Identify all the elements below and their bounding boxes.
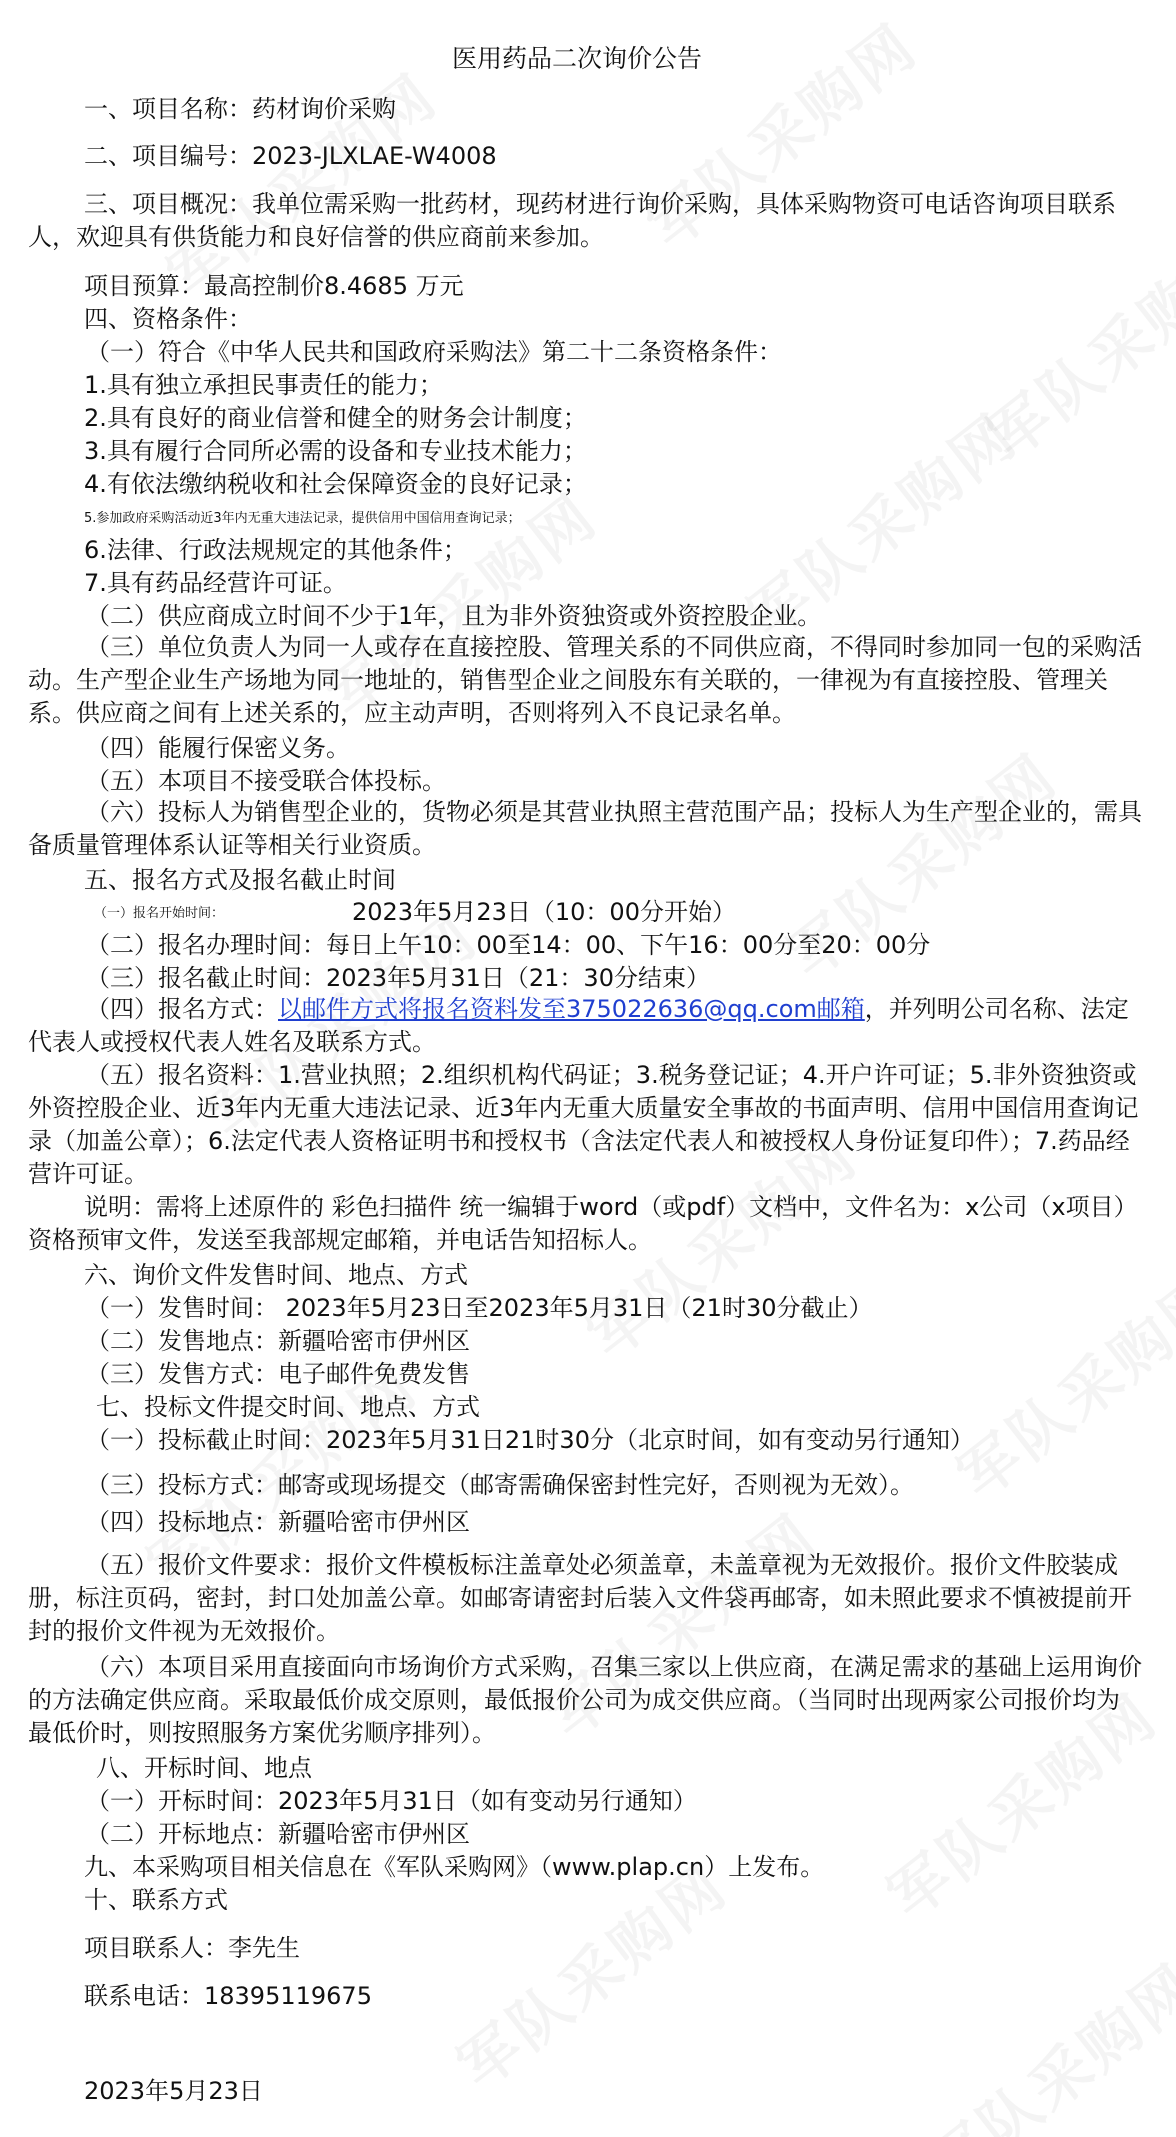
qualification-sub3: （三）单位负责人为同一人或存在直接控股、管理关系的不同供应商，不得同时参加同一包的采购活动。生产型企业生产场地为同一地址的，销售型企业之间股东有关联的，一律视为有直接控股、管理关系。供应商之间有上述关系的，应主动声明，否则将列入不良记录名单。 <box>28 633 1142 727</box>
sale-heading: 六、询价文件发售时间、地点、方式 <box>84 1261 468 1289</box>
registration-materials: （五）报名资料：1.营业执照；2.组织机构代码证；3.税务登记证；4.开户许可证；5.非外资独资或外资控股企业、近3年内无重大违法记录、近3年内无重大质量安全事故的书面声明、信用中国信用查询记录（加盖公章）；6.法定代表人资格证明书和授权书（含法定代表人和被授权人身份证复印件）；7.药品经营许可证。 <box>28 1061 1139 1188</box>
watermark <box>907 1941 1176 2137</box>
publish-notice: 九、本采购项目相关信息在《军队采购网》（www.plap.cn）上发布。 <box>84 1853 825 1881</box>
registration-heading: 五、报名方式及报名截止时间 <box>84 866 396 894</box>
qualification-item: 3.具有履行合同所必需的设备和专业技术能力； <box>84 437 587 465</box>
registration-deadline: （三）报名截止时间：2023年5月31日（21：30分结束） <box>86 964 710 992</box>
bid-requirement: （五）报价文件要求：报价文件模板标注盖章处必须盖章，未盖章视为无效报价。报价文件胶装成册，标注页码，密封，封口处加盖公章。如邮寄请密封后装入文件袋再邮寄，如未照此要求不慎被提前开封的报价文件视为无效报价。 <box>28 1551 1132 1645</box>
opening-place: （二）开标地点：新疆哈密市伊州区 <box>86 1820 470 1848</box>
watermark <box>937 1251 1176 1516</box>
opening-time: （一）开标时间：2023年5月31日（如有变动另行通知） <box>86 1787 697 1815</box>
bid-rule: （六）本项目采用直接面向市场询价方式采购，召集三家以上供应商，在满足需求的基础上运用询价的方法确定供应商。采取最低价成交原则，最低报价公司为成交供应商。（当同时出现两家公司报价均为最低价时，则按照服务方案优劣顺序排列）。 <box>28 1653 1142 1747</box>
project-name: 一、项目名称：药材询价采购 <box>84 95 396 123</box>
registration-method-suffix: ，并列明公司名称、法定代表人或授权代表人姓名及联系方式。 <box>28 995 1129 1056</box>
bid-place: （四）投标地点：新疆哈密市伊州区 <box>86 1508 470 1536</box>
qualification-sub6: （六）投标人为销售型企业的，货物必须是其营业执照主营范围产品；投标人为生产型企业的，需具备质量管理体系认证等相关行业资质。 <box>28 798 1142 859</box>
announcement-date: 2023年5月23日 <box>84 2077 263 2105</box>
project-overview: 三、项目概况：我单位需采购一批药材，现药材进行询价采购，具体采购物资可电话咨询项目联系人，欢迎具有供货能力和良好信誉的供应商前来参加。 <box>28 190 1116 251</box>
qualification-item: 4.有依法缴纳税收和社会保障资金的良好记录； <box>84 470 587 498</box>
qualification-item: 1.具有独立承担民事责任的能力； <box>84 371 443 399</box>
contact-heading: 十、联系方式 <box>84 1886 228 1914</box>
opening-heading: 八、开标时间、地点 <box>96 1754 312 1782</box>
sale-time: （一）发售时间： 2023年5月23日至2023年5月31日（21时30分截止） <box>86 1294 873 1322</box>
registration-hours: （二）报名办理时间：每日上午10：00至14：00、下午16：00分至20：00分 <box>86 931 931 959</box>
registration-method <box>28 993 1143 1059</box>
registration-start-label: （一）报名开始时间： <box>94 906 225 921</box>
registration-email-link[interactable]: 以邮件方式将报名资料发至375022636@qq.com邮箱 <box>278 995 865 1023</box>
qualification-item: 6.法律、行政法规规定的其他条件； <box>84 536 467 564</box>
registration-start-value: 2023年5月23日（10：00分开始） <box>352 898 736 926</box>
sale-method: （三）发售方式：电子邮件免费发售 <box>86 1360 470 1388</box>
qualification-sub1: （一）符合《中华人民共和国政府采购法》第二十二条资格条件： <box>86 338 782 366</box>
qualification-sub2: （二）供应商成立时间不少于1年，且为非外资独资或外资控股企业。 <box>86 602 822 630</box>
project-code: 二、项目编号：2023-JLXLAE-W4008 <box>84 142 497 170</box>
registration-note: 说明：需将上述原件的 彩色扫描件 统一编辑于word（或pdf）文档中，文件名为：x公司（x项目）资格预审文件，发送至我部规定邮箱，并电话告知招标人。 <box>28 1193 1138 1254</box>
qualification-item: 2.具有良好的商业信誉和健全的财务会计制度； <box>84 404 587 432</box>
sale-place: （二）发售地点：新疆哈密市伊州区 <box>86 1327 470 1355</box>
document-title: 医用药品二次询价公告 <box>452 44 703 73</box>
registration-method-prefix: （四）报名方式： <box>86 995 278 1023</box>
contact-phone: 联系电话：18395119675 <box>84 1982 372 2010</box>
bid-deadline: （一）投标截止时间：2023年5月31日21时30分（北京时间，如有变动另行通知） <box>86 1426 974 1454</box>
project-budget: 项目预算：最高控制价8.4685 万元 <box>84 272 464 300</box>
contact-person: 项目联系人：李先生 <box>84 1934 300 1962</box>
bid-heading: 七、投标文件提交时间、地点、方式 <box>96 1393 480 1421</box>
qualification-item: 7.具有药品经营许可证。 <box>84 569 347 597</box>
qualification-sub5: （五）本项目不接受联合体投标。 <box>86 767 446 795</box>
qualification-heading: 四、资格条件： <box>84 305 252 333</box>
qualification-item: 5.参加政府采购活动近3年内无重大违法记录，提供信用中国信用查询记录； <box>84 511 521 526</box>
bid-method: （三）投标方式：邮寄或现场提交（邮寄需确保密封性完好，否则视为无效）。 <box>86 1471 914 1499</box>
qualification-sub4: （四）能履行保密义务。 <box>86 734 350 762</box>
